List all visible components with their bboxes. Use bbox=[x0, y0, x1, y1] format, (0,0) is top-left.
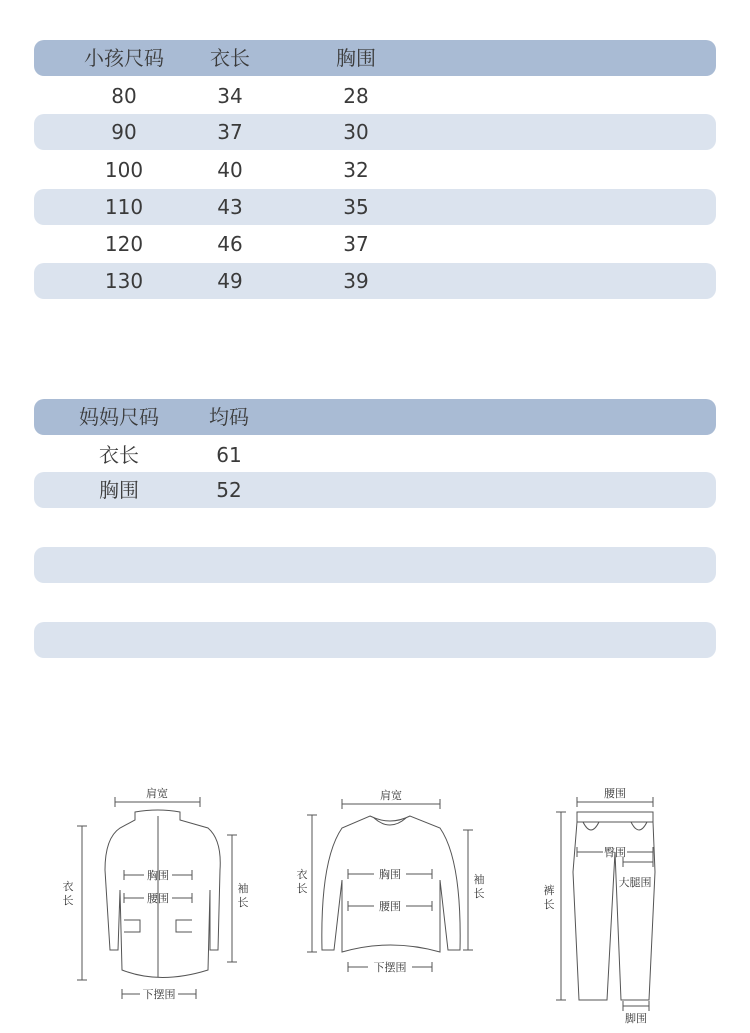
pants-measurement-diagram bbox=[535, 782, 665, 1030]
sweater-chest-label: 胸围 bbox=[379, 868, 401, 881]
chest-cell: 39 bbox=[343, 269, 369, 293]
empty-row bbox=[34, 547, 716, 583]
sweater-sleeve-label-bottom: 长 bbox=[473, 887, 485, 900]
size-cell: 90 bbox=[111, 120, 137, 144]
jacket-waist-label: 腰围 bbox=[147, 892, 169, 905]
sweater-sleeve-label-top: 袖 bbox=[473, 873, 485, 886]
header-kids-size: 小孩尺码 bbox=[84, 46, 164, 70]
pants-thigh-label: 大腿围 bbox=[618, 876, 652, 889]
chest-cell: 32 bbox=[343, 158, 369, 182]
chest-cell: 37 bbox=[343, 232, 369, 256]
length-cell: 46 bbox=[217, 232, 243, 256]
length-cell: 37 bbox=[217, 120, 243, 144]
sweater-waist-label: 腰围 bbox=[379, 900, 401, 913]
value-cell: 61 bbox=[216, 443, 242, 467]
jacket-hem-label: 下摆围 bbox=[142, 988, 176, 1001]
table-row bbox=[34, 437, 716, 473]
jacket-illustration bbox=[60, 780, 260, 1010]
pants-length-label-top: 裤 bbox=[543, 884, 555, 897]
chest-cell: 28 bbox=[343, 84, 369, 108]
header-one-size: 均码 bbox=[209, 405, 249, 429]
waistband bbox=[577, 812, 653, 822]
header-mom-size: 妈妈尺码 bbox=[79, 405, 159, 429]
pants-illustration bbox=[535, 782, 665, 1030]
value-cell: 52 bbox=[216, 478, 242, 502]
sweater-illustration bbox=[290, 780, 490, 980]
header-length: 衣长 bbox=[210, 46, 250, 70]
table-row bbox=[34, 114, 716, 150]
table-row bbox=[34, 226, 716, 262]
size-cell: 120 bbox=[104, 232, 144, 256]
jacket-sleeve-label-bottom: 长 bbox=[237, 896, 249, 909]
jacket-length-label-bottom: 长 bbox=[62, 894, 74, 907]
sweater-measurement-diagram bbox=[290, 780, 490, 980]
length-cell: 49 bbox=[217, 269, 243, 293]
length-cell: 40 bbox=[217, 158, 243, 182]
table-row bbox=[34, 78, 716, 114]
sweater-hem-label: 下摆围 bbox=[373, 961, 407, 974]
size-cell: 130 bbox=[104, 269, 144, 293]
kids-table-header bbox=[34, 40, 716, 76]
sweater-length-label-top: 衣 bbox=[296, 868, 308, 881]
measure-cell: 衣长 bbox=[99, 443, 139, 467]
pants-length-label-bottom: 长 bbox=[543, 898, 555, 911]
size-cell: 80 bbox=[111, 84, 137, 108]
chest-cell: 35 bbox=[343, 195, 369, 219]
size-cell: 100 bbox=[104, 158, 144, 182]
measure-cell: 胸围 bbox=[99, 478, 139, 502]
table-row bbox=[34, 472, 716, 508]
table-row bbox=[34, 152, 716, 188]
table-row bbox=[34, 189, 716, 225]
table-row bbox=[34, 263, 716, 299]
mom-table-header bbox=[34, 399, 716, 435]
pants-hip-label: 臀围 bbox=[604, 846, 626, 859]
jacket-measurement-diagram bbox=[60, 780, 260, 1010]
empty-row bbox=[34, 622, 716, 658]
sweater-shoulder-label: 肩宽 bbox=[380, 789, 402, 802]
jacket-length-label-top: 衣 bbox=[62, 880, 74, 893]
pants-ankle-label: 脚围 bbox=[625, 1012, 647, 1025]
jacket-chest-label: 胸围 bbox=[147, 869, 169, 882]
jacket-shoulder-label: 肩宽 bbox=[146, 787, 168, 800]
size-cell: 110 bbox=[104, 195, 144, 219]
length-cell: 34 bbox=[217, 84, 243, 108]
sweater-outline bbox=[322, 816, 460, 952]
header-chest: 胸围 bbox=[336, 46, 376, 70]
pants-waist-label: 腰围 bbox=[604, 787, 626, 800]
sweater-length-label-bottom: 长 bbox=[296, 882, 308, 895]
chest-cell: 30 bbox=[343, 120, 369, 144]
jacket-sleeve-label-top: 袖 bbox=[237, 882, 249, 895]
length-cell: 43 bbox=[217, 195, 243, 219]
